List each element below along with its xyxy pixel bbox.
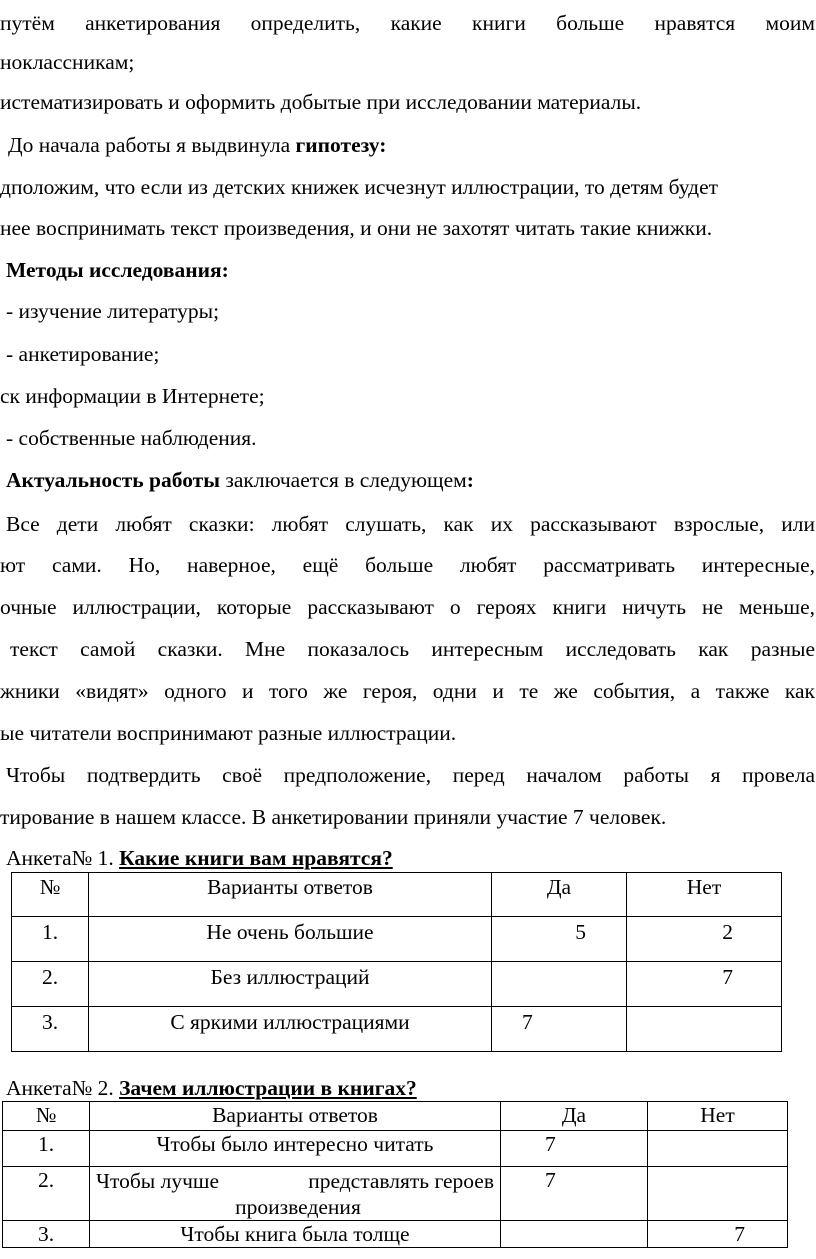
header-yes: Да [492, 873, 627, 917]
survey1-table [11, 872, 782, 1052]
row-answer-part2: представлять героев [308, 1169, 494, 1193]
row-answer: С яркими иллюстрациями [89, 1007, 492, 1052]
row-yes: 7 [501, 1131, 648, 1167]
row-answer: Без иллюстраций [89, 962, 492, 1007]
paragraph-line [10, 636, 815, 662]
method-item: - изучение литературы; [6, 299, 220, 323]
table-row [12, 1007, 782, 1052]
text-a2: ют сами. Но, наверное, ещё больше любят рассматривать интересные, [0, 553, 815, 577]
text-p1: путём анкетирования определить, какие книги больше нравятся моим [0, 11, 815, 35]
methods-title: Методы исследования: [6, 258, 229, 282]
header-num: № [12, 873, 89, 917]
header-answer: Варианты ответов [90, 1102, 501, 1131]
header-no: Нет [627, 873, 782, 917]
row-yes: 7 [492, 1007, 627, 1052]
text-p6: нее воспринимать текст произведения, и они не захотят читать такие книжки. [0, 216, 713, 240]
paragraph-line [0, 594, 815, 620]
paragraph-line [6, 762, 815, 788]
method-item: ск информации в Интернете; [0, 384, 265, 408]
text-a3: очные иллюстрации, которые рассказывают о героях книги ничуть не меньше, [0, 595, 815, 619]
text-p3: истематизировать и оформить добытые при исследовании материалы. [0, 90, 642, 114]
row-num: 1. [3, 1131, 90, 1167]
row-answer [90, 1167, 501, 1221]
paragraph-line [0, 552, 815, 578]
text-a5: жники «видят» одного и того же героя, одни и те же события, а также как [0, 679, 815, 703]
row-yes: 7 [501, 1167, 648, 1221]
text-p4: До начала работы я выдвинула [8, 133, 296, 157]
header-answer: Варианты ответов [89, 873, 492, 917]
relevance-text: заключается в следующем [220, 468, 467, 492]
survey1-title [6, 845, 816, 871]
row-no: 7 [648, 1221, 788, 1248]
row-answer: Не очень большие [89, 917, 492, 962]
row-no [648, 1131, 788, 1167]
method-item: - анкетирование; [6, 342, 160, 366]
survey2-table [2, 1101, 788, 1248]
table-row [3, 1221, 788, 1248]
text-a4: текст самой сказки. Мне показалось интересным исследовать как разные [10, 637, 815, 661]
row-num: 1. [12, 917, 89, 962]
table-header-row [12, 873, 782, 917]
relevance-line [6, 467, 816, 493]
row-num: 3. [12, 1007, 89, 1052]
row-answer-text [90, 1168, 500, 1220]
text-s2: тирование в нашем классе. В анкетировании приняли участие 7 человек. [0, 805, 667, 829]
paragraph-line [0, 89, 816, 115]
survey1-label: Анкета№ 1. [6, 846, 120, 870]
relevance-colon: : [466, 468, 474, 492]
row-answer: Чтобы было интересно читать [90, 1131, 501, 1167]
table-row [12, 917, 782, 962]
relevance-label: Актуальность работы [6, 468, 221, 492]
text-a6: ые читатели воспринимают разные иллюстрации. [0, 721, 457, 745]
text-a1: Все дети любят сказки: любят слушать, как их рассказывают взрослые, или [6, 512, 815, 536]
row-yes: 5 [492, 917, 627, 962]
hypothesis-line [8, 132, 816, 158]
text-s1: Чтобы подтвердить своё предположение, перед началом работы я провела [6, 763, 815, 787]
header-yes: Да [501, 1102, 648, 1131]
survey2-label: Анкета№ 2. [6, 1076, 120, 1100]
row-no: 2 [627, 917, 782, 962]
row-num: 3. [3, 1221, 90, 1248]
hypothesis-label: гипотезу: [295, 133, 387, 157]
row-no [648, 1167, 788, 1221]
paragraph-line [0, 10, 815, 36]
paragraph-line [0, 804, 816, 830]
row-num: 2. [3, 1167, 90, 1221]
header-no: Нет [648, 1102, 788, 1131]
paragraph-line [0, 174, 816, 200]
header-num: № [3, 1102, 90, 1131]
paragraph-line [0, 678, 815, 704]
paragraph-line [6, 511, 815, 537]
row-num: 2. [12, 962, 89, 1007]
table-row [3, 1167, 788, 1221]
row-answer: Чтобы книга была толще [90, 1221, 501, 1248]
row-yes [501, 1221, 648, 1248]
row-answer-part1: Чтобы лучше [96, 1169, 219, 1193]
row-answer-part3: произведения [235, 1195, 361, 1219]
paragraph-line [0, 215, 816, 241]
text-p2: ноклассникам; [0, 50, 135, 74]
row-yes [492, 962, 627, 1007]
row-no [627, 1007, 782, 1052]
row-no: 7 [627, 962, 782, 1007]
text-p5: дположим, что если из детских книжек исчезнут иллюстрации, то детям будет [0, 175, 719, 199]
method-item: - собственные наблюдения. [6, 426, 257, 450]
table-row [3, 1131, 788, 1167]
survey2-title [6, 1075, 816, 1101]
paragraph-line [0, 49, 816, 75]
table-row [12, 962, 782, 1007]
survey1-question: Какие книги вам нравятся? [119, 846, 393, 870]
table-header-row [3, 1102, 788, 1131]
paragraph-line [0, 720, 816, 746]
row-answer-line [96, 1168, 500, 1194]
survey2-question: Зачем иллюстрации в книгах? [119, 1076, 417, 1100]
